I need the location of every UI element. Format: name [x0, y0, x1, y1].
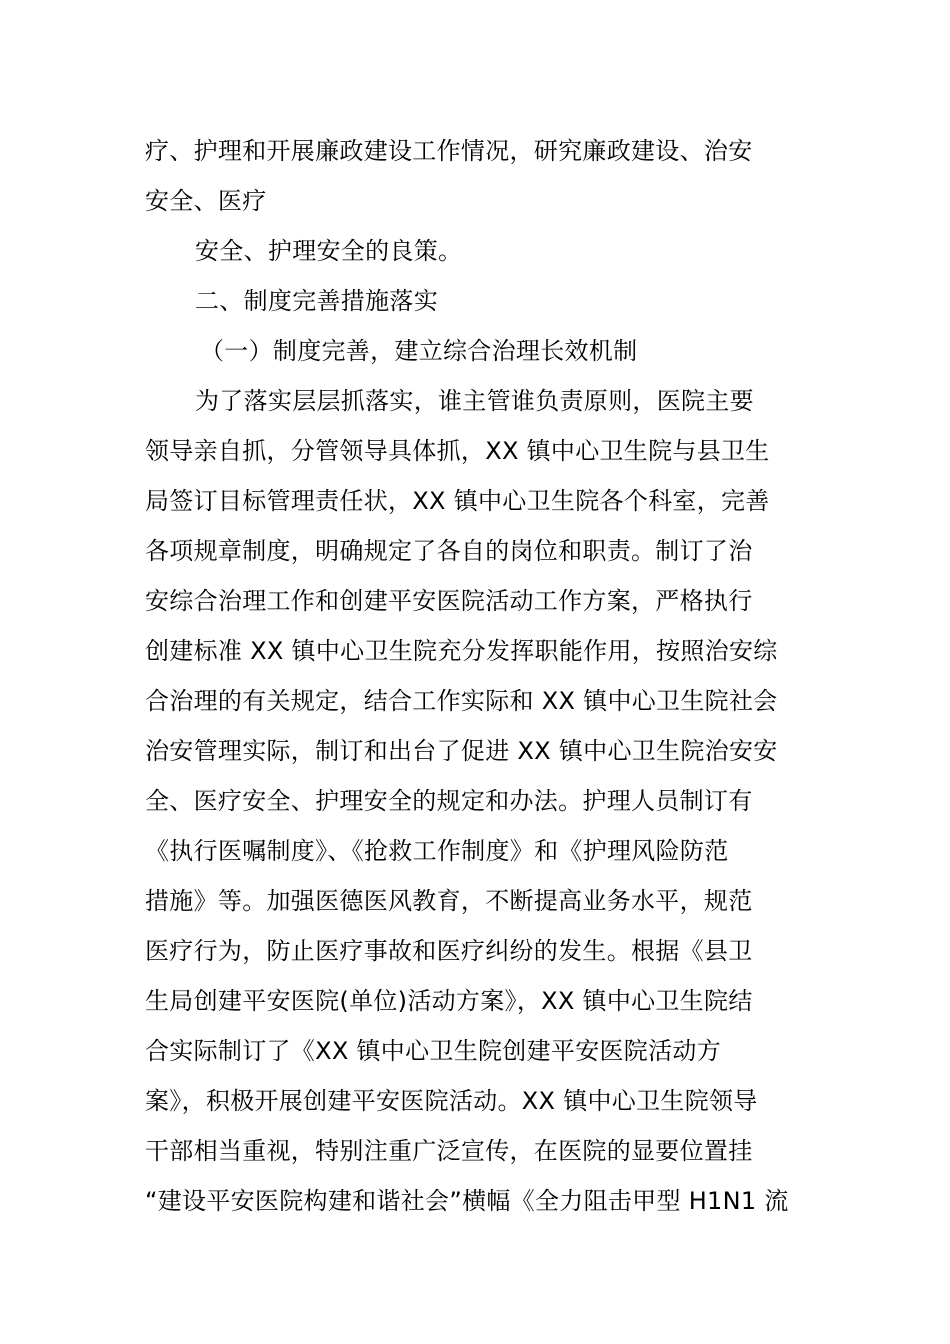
text-line-15: 《执行医嘱制度》、《抢救工作制度》和《护理风险防范: [145, 837, 729, 865]
text-line-19: 合实际制订了《XX 镇中心卫生院创建平安医院活动方: [145, 1037, 722, 1065]
text-line-13: 治安管理实际，制订和出台了促进 XX 镇中心卫生院治安安: [145, 737, 778, 765]
text-line-20: 案》，积极开展创建平安医院活动。XX 镇中心卫生院领导: [145, 1087, 758, 1115]
text-line-6: 为了落实层层抓落实，谁主管谁负责原则，医院主要: [195, 387, 754, 415]
text-line-17: 医疗行为，防止医疗事故和医疗纠纷的发生。根据《县卫: [145, 937, 753, 965]
section-heading: 二、制度完善措施落实: [195, 287, 438, 315]
text-line-12: 合治理的有关规定，结合工作实际和 XX 镇中心卫生院社会: [145, 687, 778, 715]
text-line-10: 安综合治理工作和创建平安医院活动工作方案，严格执行: [145, 587, 753, 615]
text-line-8: 局签订目标管理责任状，XX 镇中心卫生院各个科室，完善: [145, 487, 770, 515]
text-line-9: 各项规章制度，明确规定了各自的岗位和职责。制订了治: [145, 537, 753, 565]
subsection-heading: （一）制度完善，建立综合治理长效机制: [200, 337, 638, 365]
text-line-21: 干部相当重视，特别注重广泛宣传，在医院的显要位置挂: [145, 1137, 753, 1165]
text-line-7: 领导亲自抓，分管领导具体抓，XX 镇中心卫生院与县卫生: [145, 437, 770, 465]
text-line-1: 疗、护理和开展廉政建设工作情况，研究廉政建设、治安: [145, 137, 753, 165]
text-line-11: 创建标准 XX 镇中心卫生院充分发挥职能作用，按照治安综: [145, 637, 778, 665]
text-line-22: “建设平安医院构建和谐社会”横幅《全力阻击甲型 H1N1 流: [145, 1187, 789, 1215]
text-line-16: 措施》等。加强医德医风教育，不断提高业务水平，规范: [145, 887, 753, 915]
text-line-3: 安全、护理安全的良策。: [195, 237, 463, 265]
text-line-14: 全、医疗安全、护理安全的规定和办法。护理人员制订有: [145, 787, 753, 815]
text-line-18: 生局创建平安医院(单位)活动方案》，XX 镇中心卫生院结: [145, 987, 753, 1015]
text-line-2: 安全、医疗: [145, 187, 267, 215]
